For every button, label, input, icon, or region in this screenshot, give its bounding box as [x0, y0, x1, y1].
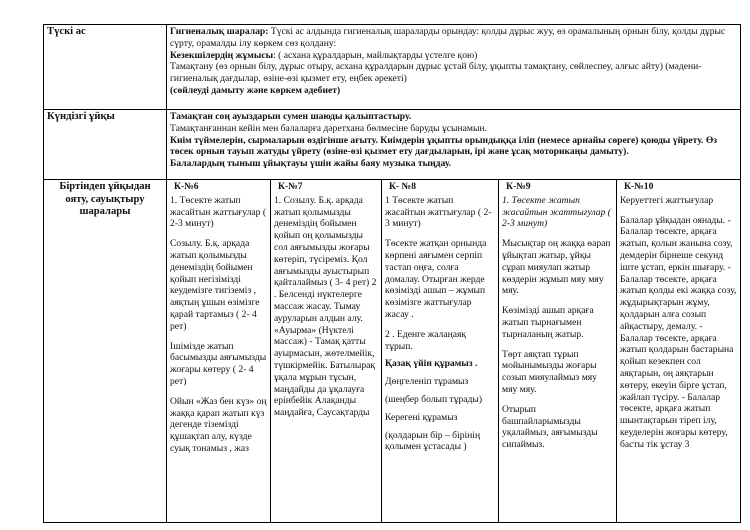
- complex-9-p5: Отырып башпайларымызды уқалаймыз, аяғымызды сипаймыз.: [502, 403, 598, 451]
- speech-note: (сөйлеуді дамыту және көркем әдебиет): [170, 84, 341, 96]
- nap-line-3: Киім түймелерін, сырмаларын өздігінше ағыту. Киімдерін ұқыпты орындыққа іліп (немесе арнайы сөреге) қоюды үйрету. Өз төсек орнын тауып жатуды үйрету (өзіне-өзі қызмет ету дағдыларын, ірі және ұсақ моторикаңы дамыту).: [170, 134, 718, 158]
- complex-6-p3: Iшiмiзде жатып басымызды аяғымызды жоғары көтеру ( 2- 4 рет): [170, 340, 267, 387]
- nap-line-4: Балалардың тыныш ұйықтауы үшін жайы баяу музыка тыңдау.: [170, 158, 452, 170]
- complex-10-p2: Балалар ұйқыдан оянады. - Балалар төсекте, арқаға жатып, қолын жанына созу, демдерін бірнеше секунд іште ұстап, еркін шығару. - Балалар төсекте, арқаға жатып қолды екі жаққа созу, жұдырықтарын жұму, қолдарын алға созып айқастыру, демалу. - Балалар төсекте, арқаға жатып қолдарын бастарына қойып кезекпен сол аяқтарын, оң аяқтарын көтеру, екеуін бірге ұстап, жайлап түсіру. - Балалар төсекте, арқаға жатып шынтақтарын тіреп ілу, кеуделерін жоғары көтеру, басты тік ұстау 3: [620, 214, 737, 450]
- complex-8-p6: (шеңбер болып тұрады): [385, 393, 483, 405]
- complex-9-header: К-№9: [506, 181, 531, 192]
- complex-8-p2: Төсекте жатқан орнында көрпені аяғымен серпіп тастап оңға, солға домалау. Отырған жерде көзімізді ашып – жұмып көзімізге жаттығулар жасау .: [385, 238, 487, 320]
- complex-7-header: К-№7: [278, 181, 303, 192]
- duty-paragraph: [170, 50, 737, 62]
- complex-6-p4: Ойын «Жаз бен күз» оң жаққа қарап жатып күз дегенде тіземіздi құшақтап алу, күзде суық тонамыз , жаз: [170, 395, 267, 454]
- complex-9-p4: Төрт аяқтап тұрып мойынымызды жоғары созып мияулаймыз мяу мяу мяу.: [502, 348, 597, 395]
- hygiene-paragraph: [170, 26, 737, 50]
- duty-text: : ( асхана құралдарын, майлықтарды үстелге қою): [273, 49, 478, 61]
- complex-7-p1: 1. Созылу. Б.қ. арқада жатып қолымызды денемiздiң бойымен қойып оң қолымызды сол аяғымызды жоғары көтерiп, түсiремiз. Қол аяғымызды ауыстырып қайталаймыз ( 3- 4 рет) 2 . Белсенді нүктелерге массаж жасау. Тымау ауруларын алдын алу. «Ауырма» (Нүктелі массаж) - Тамақ қатты ауырмасын, жөтелмейік, түшкірмейік. Батылырақ ұқала мұрын тұсын, маңдайды да ұқалауға ерінбейік Алақанды маңдайға, Саусақтарды: [274, 194, 377, 419]
- complex-8-p8: (қолдарын бір – бірінің қолымен ұстасады ): [385, 429, 481, 453]
- nap-content: [167, 110, 741, 180]
- wake-row: [44, 180, 741, 523]
- hygiene-text: Түскі ас алдында гигиеналық шараларды орындау: қолды дұрыс жуу, өз орамалының орнын білу, қолды дұрыс сүрту, орамалды ілу көркем сөз қолдану:: [170, 26, 726, 49]
- lunch-content: [167, 25, 741, 110]
- hygiene-title: Гигиеналық шаралар:: [170, 26, 269, 37]
- complex-9-p3: Көзімізді ашып арқаға жатып тырнағымен тырналаның жатыр.: [502, 305, 594, 340]
- complex-9-p1: 1. Төсекте жатып жасайтын жаттығулар ( 2-3 минут): [502, 194, 611, 230]
- eating-paragraph: Тамақтану (өз орнын білу, дұрыс отыру, асхана құралдарын дұрыс ұстай білу, ұқыпты тамақтану, сөйлеспеу, алғыс айту) (мәдени-гигиеналық дағдылар, өзіне-өзі қызмет ету, еңбек әрекеті): [170, 61, 702, 85]
- complex-8-p7: Керегені құрамыз: [385, 411, 458, 423]
- nap-line-1: Тамақтан соң ауыздарын сумен шаюды қалыптастыру.: [170, 111, 412, 122]
- complex-8-p5: Дөңгеленіп тұрамыз: [385, 376, 469, 388]
- duty-title: Кезекшілердің жұмысы: [170, 49, 274, 61]
- complex-6-header: К-№6: [174, 181, 199, 192]
- document-page: [43, 24, 740, 524]
- nap-line-2: Тамақтанғаннан кейін мен балаларға дәретхана бөлмесіне баруды ұсынамын.: [170, 122, 487, 134]
- nap-row: [44, 110, 741, 180]
- complex-8-p3: 2 . Еденге жалаңаяқ тұрып.: [385, 328, 467, 352]
- lunch-label: Түскі ас: [44, 25, 167, 110]
- complex-6-p1: 1. Төсекте жатып жасайтын жаттығулар ( 2-3 минут): [170, 194, 267, 230]
- complex-9-p2: Мысықтар оң жаққа өарап ұйықтап жатыр, ұйқы сұрап мияулап жатыр көздерін жұмып мяу мяу мяу.: [502, 238, 611, 297]
- complex-8-p4: Қазақ үйін құрамыз .: [385, 358, 478, 370]
- complex-10-header: К-№10: [624, 181, 654, 192]
- nap-label: Күндізгі ұйқы: [44, 110, 167, 180]
- complex-8-header: К- №8: [389, 181, 416, 192]
- complex-10-p1: Керуеттегі жаттығулар: [620, 194, 714, 206]
- complex-9-cell: [499, 180, 617, 523]
- complex-6-p2: Созылу. Б.қ. арқада жатып қолымызды денемiздiң бойымен қойып негiзiмiздi кеудемiзге тигiземiз , аяқтың ұшын өзiмiзге қарай тартамыз ( 2- 4 рет): [170, 238, 260, 332]
- complex-6-cell: [167, 180, 271, 523]
- wake-label: Біртіндеп ұйқыдан ояту, сауықтыру шаралары: [44, 180, 167, 523]
- complex-7-cell: [271, 180, 382, 523]
- complex-8-p1: 1 Төсекте жатып жасайтын жаттығулар ( 2-3 минут): [385, 194, 492, 230]
- lunch-row: [44, 25, 741, 110]
- complex-10-cell: [617, 180, 741, 523]
- complex-8-cell: [382, 180, 499, 523]
- schedule-table: [43, 24, 741, 523]
